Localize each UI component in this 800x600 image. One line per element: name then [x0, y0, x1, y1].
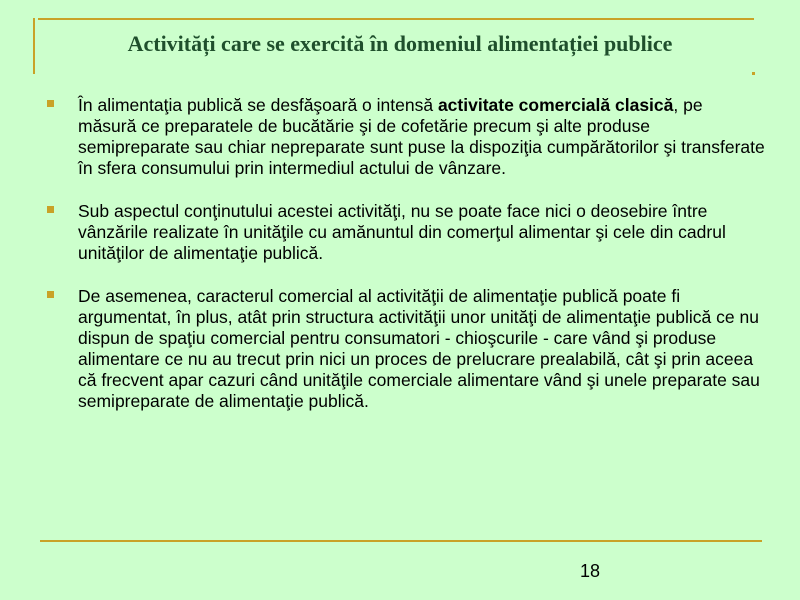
slide-title: Activități care se exercită în domeniul alimentației publice: [127, 31, 673, 56]
page-number: 18: [579, 561, 601, 581]
bullet-text-1-end: , pe măsură ce preparatele de bucătărie şi de cofetărie precum şi alte produse semipreparate sau chiar nepreparate sunt puse la dispoziţia cumpărătorilor şi transferate în sfera consumului prin intermediul actului de vânzare.: [78, 95, 765, 178]
bullet-text-1: [78, 95, 765, 179]
bullet-text-2: Sub aspectul conţinutului acestei activităţi, nu se poate face nici o deosebire între vânzările realizate în unităţile cu amănuntul din comerţul alimentar şi cele din cadrul unităţilor de alimentaţie publică.: [78, 201, 726, 263]
square-bullet-icon: [47, 291, 54, 298]
bullet-text-1-start: În alimentaţia publică se desfăşoară o intensă: [78, 95, 438, 115]
bullet-item-2: [45, 201, 765, 264]
square-bullet-icon: [47, 100, 54, 107]
bullet-list: [45, 95, 765, 434]
bullet-item-3: [45, 286, 765, 412]
title-frame-dot: [752, 72, 755, 75]
bullet-item-1: [45, 95, 765, 179]
title-frame-left-line: [33, 18, 35, 74]
bullet-text-3: De asemenea, caracterul comercial al activităţii de alimentaţie publică poate fi argumentat, în plus, atât prin structura activităţii unor unităţi de alimentaţie publică ce nu dispun de spaţiu comercial pentru consumatori - chioşcurile - care vând şi produse alimentare ce nu au trecut prin nici un proces de prelucrare prealabilă, cât şi prin aceea că frecvent apar cazuri când unităţile comerciale alimentare vând şi unele preparate sau semipreparate de alimentaţie publică.: [78, 286, 760, 411]
square-bullet-icon: [47, 206, 54, 213]
title-frame-top-line: [38, 18, 754, 20]
bullet-text-1-bold: activitate comercială clasică: [437, 95, 674, 115]
footer-divider: [40, 540, 762, 542]
